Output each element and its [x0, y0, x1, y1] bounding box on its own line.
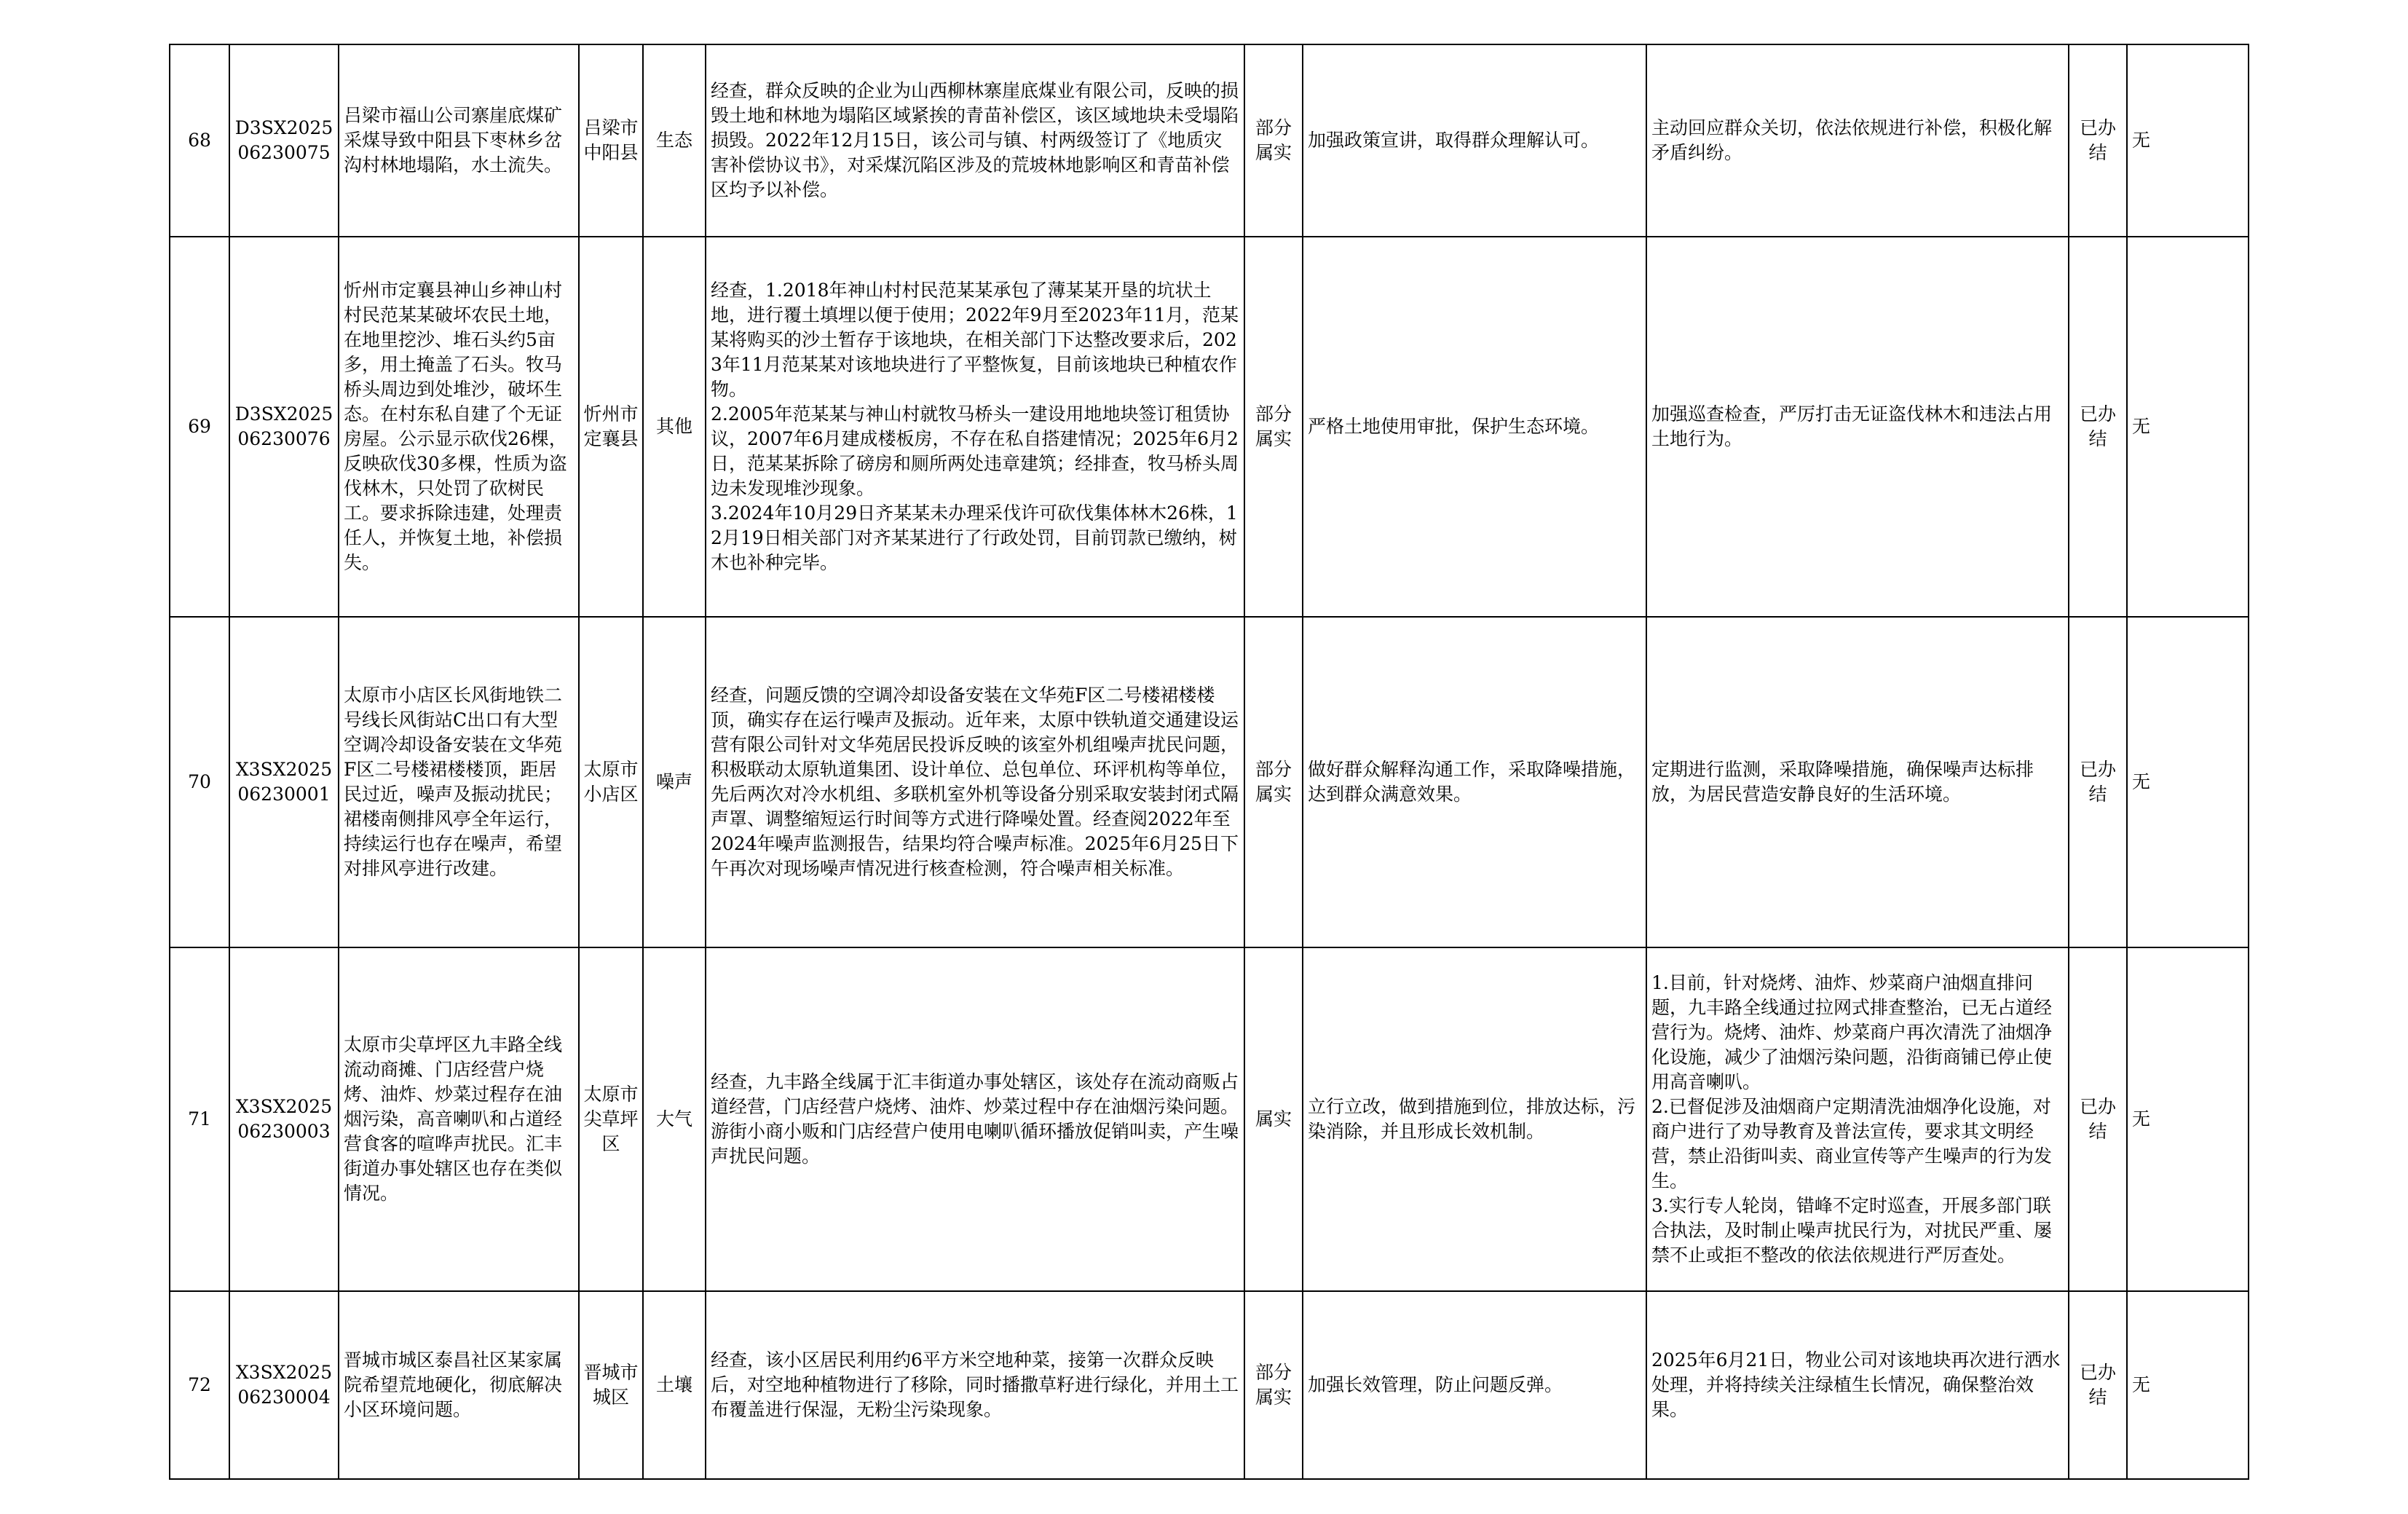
region: 晋城市城区 — [579, 1291, 643, 1479]
category: 生态 — [643, 44, 706, 237]
status: 已办结 — [2069, 1291, 2127, 1479]
row-index: 70 — [170, 617, 229, 947]
row-index: 68 — [170, 44, 229, 237]
status: 已办结 — [2069, 617, 2127, 947]
handling-measure: 立行立改，做到措施到位，排放达标，污染消除，并且形成长效机制。 — [1303, 947, 1646, 1291]
result-line: 3.实行专人轮岗，错峰不定时巡查，开展多部门联合执法，及时制止噪声扰民行为，对扰民严重、屡禁不止或拒不整改的依法依规进行严厉查处。 — [1651, 1195, 2053, 1266]
complaint-content: 忻州市定襄县神山乡神山村村民范某某破坏农民土地，在地里挖沙、堆石头约5亩多，用土掩盖了石头。牧马桥头周边到处堆沙，破坏生态。在村东私自建了个无证房屋。公示显示砍伐26棵，反映砍伐30多棵，性质为盗伐林木，只处罚了砍树民工。要求拆除违建，处理责任人，并恢复土地，补偿损失。 — [339, 237, 579, 617]
row-index: 72 — [170, 1291, 229, 1479]
investigation-result: 经查，该小区居民利用约6平方米空地种菜，接第一次群众反映后，对空地种植物进行了移除，同时播撒草籽进行绿化，并用土工布覆盖进行保湿，无粉尘污染现象。 — [706, 1291, 1244, 1479]
verdict: 部分属实 — [1244, 44, 1303, 237]
table-row — [170, 237, 2249, 617]
complaint-content: 晋城市城区泰昌社区某家属院希望荒地硬化，彻底解决小区环境问题。 — [339, 1291, 579, 1479]
handling-measure: 加强政策宣讲，取得群众理解认可。 — [1303, 44, 1646, 237]
investigation-line: 2.2005年范某某与神山村就牧马桥头一建设用地地块签订租赁协议，2007年6月建成楼板房，不存在私自搭建情况；2025年6月2日，范某某拆除了磅房和厕所两处违章建筑；经排查，牧马桥头周边未发现堆沙现象。 — [711, 403, 1239, 499]
region: 太原市小店区 — [579, 617, 643, 947]
handling-measure: 做好群众解释沟通工作，采取降噪措施，达到群众满意效果。 — [1303, 617, 1646, 947]
case-code: D3SX202506230075 — [229, 44, 339, 237]
row-index: 71 — [170, 947, 229, 1291]
region: 吕梁市中阳县 — [579, 44, 643, 237]
verdict: 部分属实 — [1244, 237, 1303, 617]
case-code: X3SX202506230004 — [229, 1291, 339, 1479]
investigation-result: 经查，群众反映的企业为山西柳林寨崖底煤业有限公司，反映的损毁土地和林地为塌陷区域紧挨的青苗补偿区，该区域地块未受塌陷损毁。2022年12月15日，该公司与镇、村两级签订了《地质灾害补偿协议书》，对采煤沉陷区涉及的荒坡林地影响区和青苗补偿区均予以补偿。 — [706, 44, 1244, 237]
accountability: 无 — [2127, 617, 2249, 947]
accountability: 无 — [2127, 947, 2249, 1291]
table-row — [170, 947, 2249, 1291]
handling-measure: 严格土地使用审批，保护生态环境。 — [1303, 237, 1646, 617]
complaint-content: 太原市小店区长风街地铁二号线长风街站C出口有大型空调冷却设备安装在文华苑F区二号楼裙楼楼顶，距居民过近，噪声及振动扰民；裙楼南侧排风亭全年运行，持续运行也存在噪声，希望对排风亭进行改建。 — [339, 617, 579, 947]
rectification-result: 主动回应群众关切，依法依规进行补偿，积极化解矛盾纠纷。 — [1646, 44, 2069, 237]
rectification-result — [1646, 947, 2069, 1291]
rectification-result: 加强巡查检查，严厉打击无证盗伐林木和违法占用土地行为。 — [1646, 237, 2069, 617]
case-code: D3SX202506230076 — [229, 237, 339, 617]
rectification-result: 定期进行监测，采取降噪措施，确保噪声达标排放，为居民营造安静良好的生活环境。 — [1646, 617, 2069, 947]
category: 大气 — [643, 947, 706, 1291]
table-row — [170, 1291, 2249, 1479]
investigation-result: 经查，九丰路全线属于汇丰街道办事处辖区，该处存在流动商贩占道经营，门店经营户烧烤、油炸、炒菜过程中存在油烟污染问题。游街小商小贩和门店经营户使用电喇叭循环播放促销叫卖，产生噪声扰民问题。 — [706, 947, 1244, 1291]
investigation-line: 3.2024年10月29日齐某某未办理采伐许可砍伐集体林木26株，12月19日相关部门对齐某某进行了行政处罚，目前罚款已缴纳，树木也补种完毕。 — [711, 502, 1238, 573]
verdict: 部分属实 — [1244, 1291, 1303, 1479]
status: 已办结 — [2069, 44, 2127, 237]
verdict: 部分属实 — [1244, 617, 1303, 947]
investigation-line: 经查，1.2018年神山村村民范某某承包了薄某某开垦的坑状土地，进行覆土填埋以便于使用；2022年9月至2023年11月，范某某将购买的沙土暂存于该地块，在相关部门下达整改要求后，2023年11月范某某对该地块进行了平整恢复，目前该地块已种植农作物。 — [711, 280, 1239, 400]
accountability: 无 — [2127, 44, 2249, 237]
verdict: 属实 — [1244, 947, 1303, 1291]
row-index: 69 — [170, 237, 229, 617]
table-row — [170, 617, 2249, 947]
category: 土壤 — [643, 1291, 706, 1479]
handling-measure: 加强长效管理，防止问题反弹。 — [1303, 1291, 1646, 1479]
case-code: X3SX202506230003 — [229, 947, 339, 1291]
complaint-content: 吕梁市福山公司寨崖底煤矿采煤导致中阳县下枣林乡岔沟村林地塌陷，水土流失。 — [339, 44, 579, 237]
category: 噪声 — [643, 617, 706, 947]
category: 其他 — [643, 237, 706, 617]
status: 已办结 — [2069, 237, 2127, 617]
rectification-result: 2025年6月21日，物业公司对该地块再次进行洒水处理，并将持续关注绿植生长情况，确保整治效果。 — [1646, 1291, 2069, 1479]
region: 太原市尖草坪区 — [579, 947, 643, 1291]
result-line: 2.已督促涉及油烟商户定期清洗油烟净化设施，对商户进行了劝导教育及普法宣传，要求其文明经营，禁止沿街叫卖、商业宣传等产生噪声的行为发生。 — [1651, 1096, 2053, 1191]
investigation-result: 经查，问题反馈的空调冷却设备安装在文华苑F区二号楼裙楼楼顶，确实存在运行噪声及振动。近年来，太原中铁轨道交通建设运营有限公司针对文华苑居民投诉反映的该室外机组噪声扰民问题，积极联动太原轨道集团、设计单位、总包单位、环评机构等单位，先后两次对冷水机组、多联机室外机等设备分别采取安装封闭式隔声罩、调整缩短运行时间等方式进行降噪处置。经查阅2022年至2024年噪声监测报告，结果均符合噪声标准。2025年6月25日下午再次对现场噪声情况进行核查检测，符合噪声相关标准。 — [706, 617, 1244, 947]
case-code: X3SX202506230001 — [229, 617, 339, 947]
investigation-result — [706, 237, 1244, 617]
complaint-content: 太原市尖草坪区九丰路全线流动商摊、门店经营户烧烤、油炸、炒菜过程存在油烟污染，高音喇叭和占道经营食客的喧哗声扰民。汇丰街道办事处辖区也存在类似情况。 — [339, 947, 579, 1291]
table-row — [170, 44, 2249, 237]
region: 忻州市定襄县 — [579, 237, 643, 617]
case-table — [169, 44, 2249, 1480]
accountability: 无 — [2127, 1291, 2249, 1479]
result-line: 1.目前，针对烧烤、油炸、炒菜商户油烟直排问题，九丰路全线通过拉网式排查整治，已无占道经营行为。烧烤、油炸、炒菜商户再次清洗了油烟净化设施，减少了油烟污染问题，沿街商铺已停止使用高音喇叭。 — [1651, 972, 2053, 1092]
accountability: 无 — [2127, 237, 2249, 617]
status: 已办结 — [2069, 947, 2127, 1291]
